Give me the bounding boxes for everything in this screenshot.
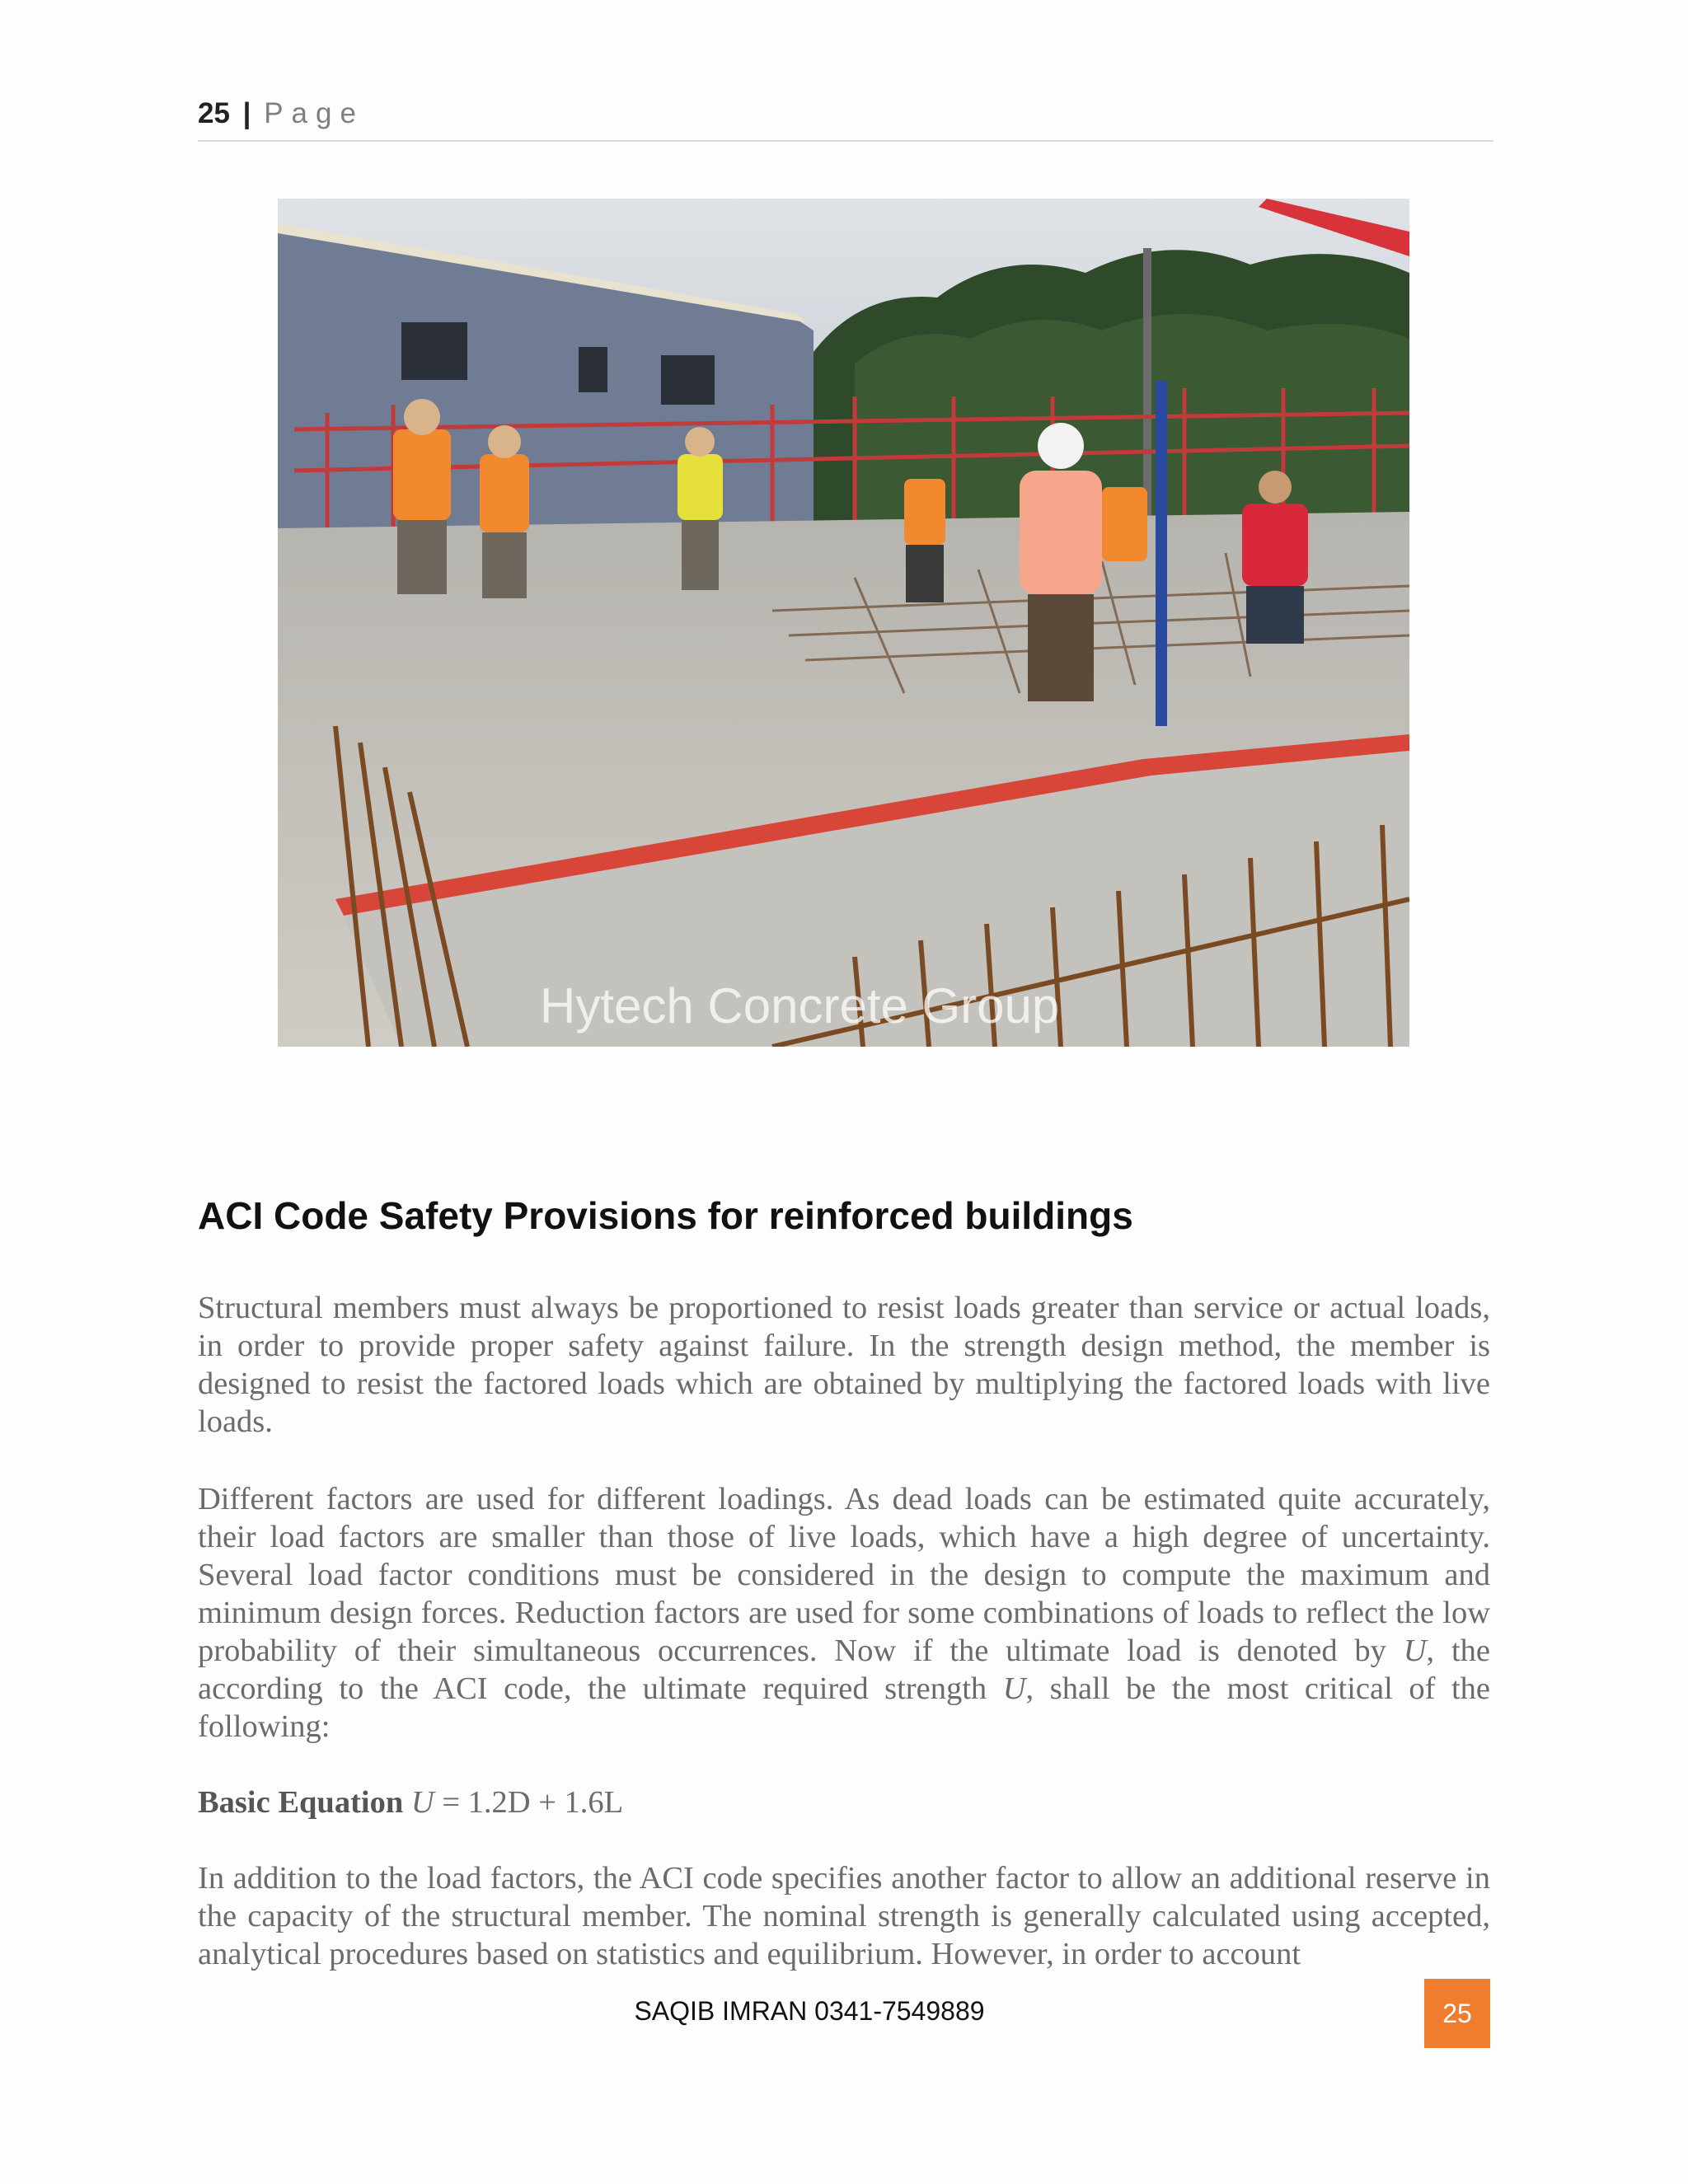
construction-photo [278, 199, 1409, 1047]
basic-equation [198, 1783, 1490, 1821]
page-header [198, 97, 1493, 142]
p2-text-b: , the according to the ACI code, the ultimate required strength [198, 1633, 1490, 1706]
section-title: ACI Code Safety Provisions for reinforced buildings [198, 1194, 1133, 1237]
p2-text-c: , shall be the most critical of the following: [198, 1671, 1490, 1744]
p2-variable-u: U [1403, 1633, 1427, 1668]
equation-variable-u: U [410, 1785, 434, 1820]
body-paragraph-4: In addition to the load factors, the ACI code specifies another factor to allow an additional reserve in the capacity of the structural member. The nominal strength is generally calculated using accepted, analytical procedures based on statistics and equilibrium. However, in order to account [198, 1861, 1490, 1971]
header-page-word: Page [264, 97, 364, 129]
footer-page-badge: 25 [1424, 1979, 1490, 2048]
equation-body: = 1.2D + 1.6L [434, 1785, 624, 1820]
photo-watermark: Hytech Concrete Group [540, 978, 1060, 1033]
body-paragraph-2 [198, 1480, 1490, 1746]
header-page-number: 25 [198, 97, 230, 129]
header-separator: | [242, 97, 251, 129]
footer-author: SAQIB IMRAN 0341-7549889 [634, 1996, 985, 2026]
body-paragraph-1: Structural members must always be proportioned to resist loads greater than service or actual loads, in order to provide proper safety against failure. In the strength design method, the member is designed to resist the factored loads which are obtained by multiplying the factored loads with live loads. [198, 1291, 1490, 1439]
p2-text-a: Different factors are used for different loadings. As dead loads can be estimated quite accurately, their load factors are smaller than those of live loads, which have a high degree of uncertainty. Several load factor conditions must be considered in the design to compute the maximum and minimum design forces. Reduction factors are used for some combinations of loads to reflect the low probability of their simultaneous occurrences. Now if the ultimate load is denoted by [198, 1482, 1490, 1668]
p2-variable-u-2: U [1002, 1671, 1026, 1706]
equation-label: Basic Equation [198, 1785, 404, 1820]
